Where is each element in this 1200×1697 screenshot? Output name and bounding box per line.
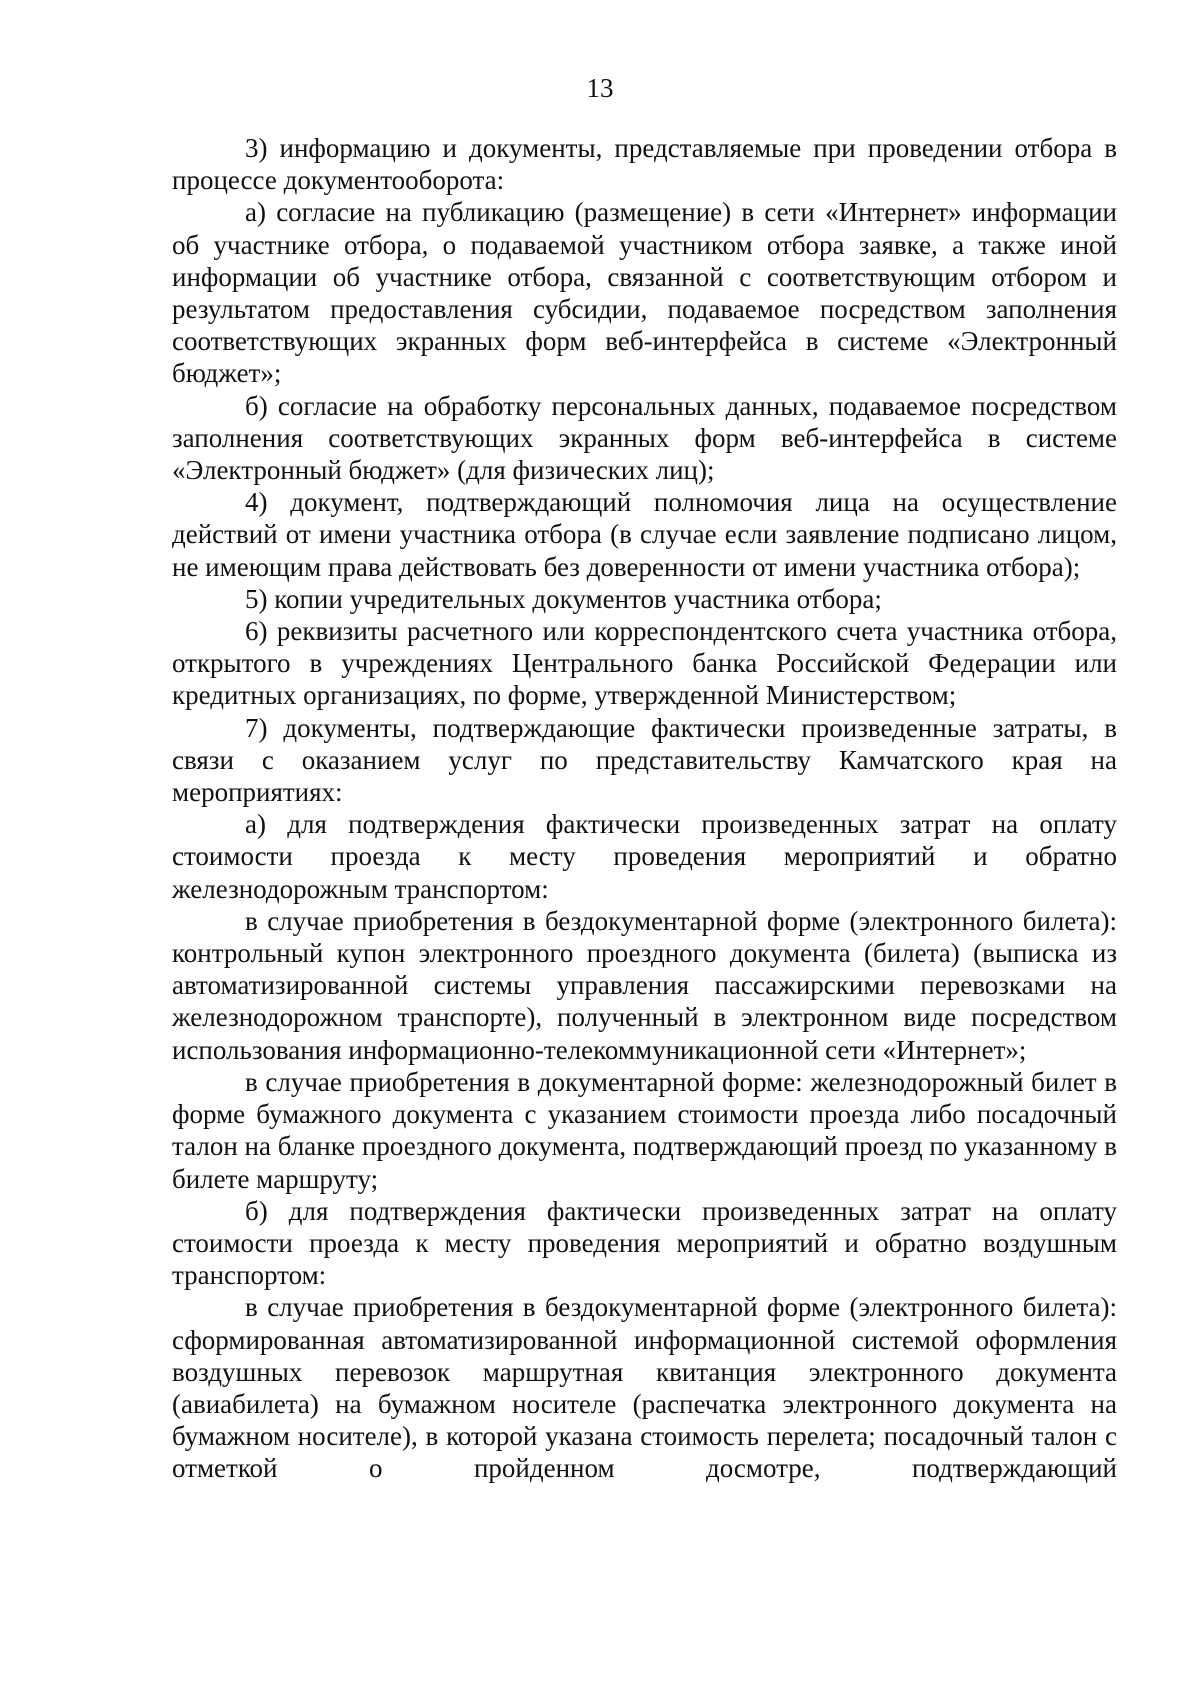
paragraph-consent-publication: а) согласие на публикацию (размещение) в сети «Интернет» информации об участнике отбора, о подаваемой участником отбора заявке, а также иной информации об участнике отбора, связанной с соответствующим отбором и результатом предоставления субсидии, подаваемое посредством заполнения соответствующих экранных форм веб-интерфейса в системе «Электронный бюджет»;	[172, 197, 1117, 389]
paragraph-rail-paper: в случае приобретения в документарной форме: железнодорожный билет в форме бумажного документа с указанием стоимости проезда либо посадочный талон на бланке проездного документа, подтверждающий проезд по указанному в билете маршруту;	[172, 1066, 1117, 1194]
page-number: 13	[586, 73, 614, 103]
paragraph-rail-costs: а) для подтверждения фактически произведенных затрат на оплату стоимости проезда к месту проведения мероприятий и обратно железнодорожным транспортом:	[172, 809, 1117, 904]
paragraph-rail-electronic: в случае приобретения в бездокументарной форме (электронного билета): контрольный купон электронного проездного документа (билета) (выписка из автоматизированной системы управления пассажирскими перевозками на железнодорожном транспорте), полученный в электронном виде посредством использования информационно-телекоммуникационной сети «Интернет»;	[172, 905, 1117, 1065]
paragraph-item-6: 6) реквизиты расчетного или корреспондентского счета участника отбора, открытого в учреждениях Центрального банка Российской Федерации или кредитных организациях, по форме, утвержденной Министерством;	[172, 616, 1117, 711]
paragraph-item-7: 7) документы, подтверждающие фактически произведенные затраты, в связи с оказанием услуг по представительству Камчатского края на мероприятиях:	[172, 712, 1117, 808]
paragraph-item-4: 4) документ, подтверждающий полномочия лица на осуществление действий от имени участника отбора (в случае если заявление подписано лицом, не имеющим права действовать без доверенности от имени участника отбора);	[172, 487, 1117, 582]
paragraph-item-5: 5) копии учредительных документов участника отбора;	[245, 583, 882, 614]
paragraph-air-electronic: в случае приобретения в бездокументарной форме (электронного билета): сформированная автоматизированной информационной системой оформления воздушных перевозок маршрутная квитанция электронного документа (авиабилета) на бумажном носителе (распечатка электронного документа на бумажном носителе), в которой указана стоимость перелета; посадочный талон с отметкой о пройденном досмотре, подтверждающий	[172, 1292, 1117, 1484]
document-body	[172, 132, 1117, 1485]
paragraph-consent-personal-data: б) согласие на обработку персональных данных, подаваемое посредством заполнения соответствующих экранных форм веб-интерфейса в системе «Электронный бюджет» (для физических лиц);	[172, 390, 1117, 486]
paragraph-item-3: 3) информацию и документы, представляемые при проведении отбора в процессе документооборота:	[172, 133, 1117, 196]
paragraph-air-costs: б) для подтверждения фактически произведенных затрат на оплату стоимости проезда к месту проведения мероприятий и обратно воздушным транспортом:	[172, 1195, 1117, 1291]
